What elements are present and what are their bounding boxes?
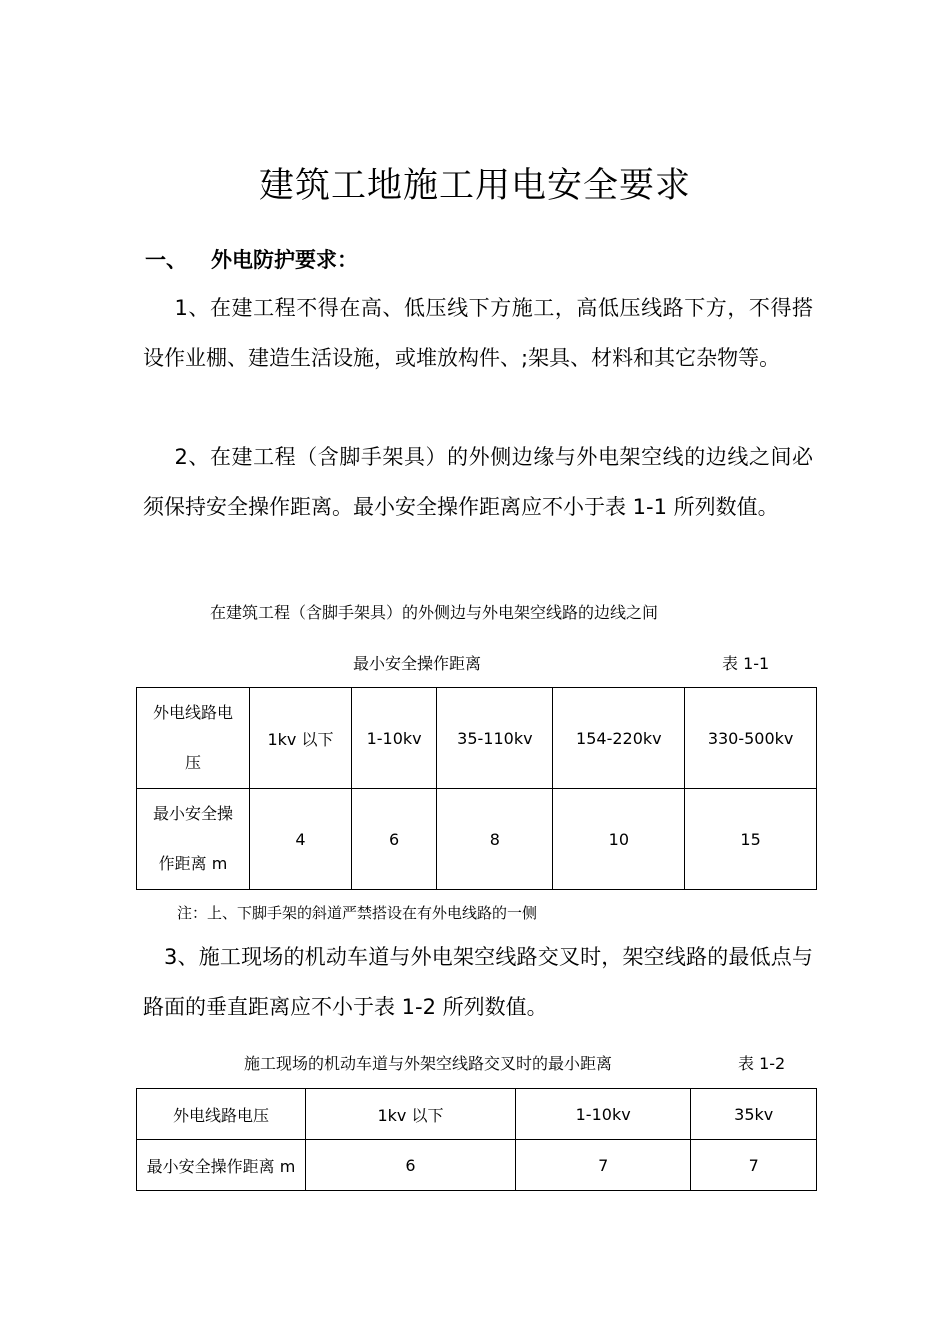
table1-cell: 4 (250, 789, 352, 890)
table2-header-distance: 最小安全操作距离 m (137, 1140, 306, 1191)
table1-cell: 8 (437, 789, 553, 890)
table1-cell: 1kv 以下 (250, 688, 352, 789)
table1-header-voltage (137, 688, 250, 789)
table1-cell: 330-500kv (685, 688, 817, 789)
table1-label: 表 1-1 (722, 654, 770, 673)
table1-note: 注：上、下脚手架的斜道严禁搭设在有外电线路的一侧 (177, 904, 538, 922)
table-row (137, 688, 817, 789)
table1-header-voltage-line1: 外电线路电 (152, 703, 233, 722)
table1-caption-line2: 最小安全操作距离 (353, 654, 482, 673)
table-row (137, 1089, 817, 1140)
table-row (137, 1140, 817, 1191)
section-heading (145, 244, 358, 274)
table1-header-distance-line2: 作距离 m (158, 854, 228, 873)
table1-cell: 1-10kv (351, 688, 436, 789)
table2-cell: 6 (306, 1140, 516, 1191)
paragraph-2-text: 2、在建工程（含脚手架具）的外侧边缘与外电架空线的边线之间必须保持安全操作距离。最小安全操作距离应不小于表 1-1 所列数值。 (143, 445, 813, 519)
paragraph-1 (143, 283, 813, 383)
paragraph-1-text: 1、在建工程不得在高、低压线下方施工，高低压线路下方，不得搭设作业棚、建造生活设施，或堆放构件、;架具、材料和其它杂物等。 (143, 296, 813, 370)
paragraph-3-text: 3、施工现场的机动车道与外电架空线路交叉时，架空线路的最低点与路面的垂直距离应不小于表 1-2 所列数值。 (143, 945, 813, 1019)
paragraph-2 (143, 432, 813, 532)
table1-caption-line1: 在建筑工程（含脚手架具）的外侧边与外电架空线路的边线之间 (210, 603, 659, 622)
table1-header-distance-line1: 最小安全操 (152, 804, 233, 823)
table1-header-voltage-line2: 压 (184, 753, 201, 772)
table2-cell: 35kv (691, 1089, 817, 1140)
table1-cell: 15 (685, 789, 817, 890)
table2-header-voltage: 外电线路电压 (137, 1089, 306, 1140)
section-title: 外电防护要求： (211, 248, 358, 272)
table1-cell: 35-110kv (437, 688, 553, 789)
table2-cell: 7 (515, 1140, 691, 1191)
table1-cell: 154-220kv (553, 688, 685, 789)
table-row (137, 789, 817, 890)
paragraph-3 (143, 932, 813, 1032)
table2-cell: 1-10kv (515, 1089, 691, 1140)
table1-header-distance (137, 789, 250, 890)
table2-cell: 7 (691, 1140, 817, 1191)
table2-cell: 1kv 以下 (306, 1089, 516, 1140)
section-number: 一、 (145, 248, 187, 272)
table1-cell: 10 (553, 789, 685, 890)
table-2 (136, 1088, 817, 1191)
table2-caption: 施工现场的机动车道与外架空线路交叉时的最小距离 (244, 1054, 613, 1073)
table2-label: 表 1-2 (738, 1054, 786, 1073)
table1-cell: 6 (351, 789, 436, 890)
page-title: 建筑工地施工用电安全要求 (258, 166, 691, 206)
table-1 (136, 687, 817, 890)
